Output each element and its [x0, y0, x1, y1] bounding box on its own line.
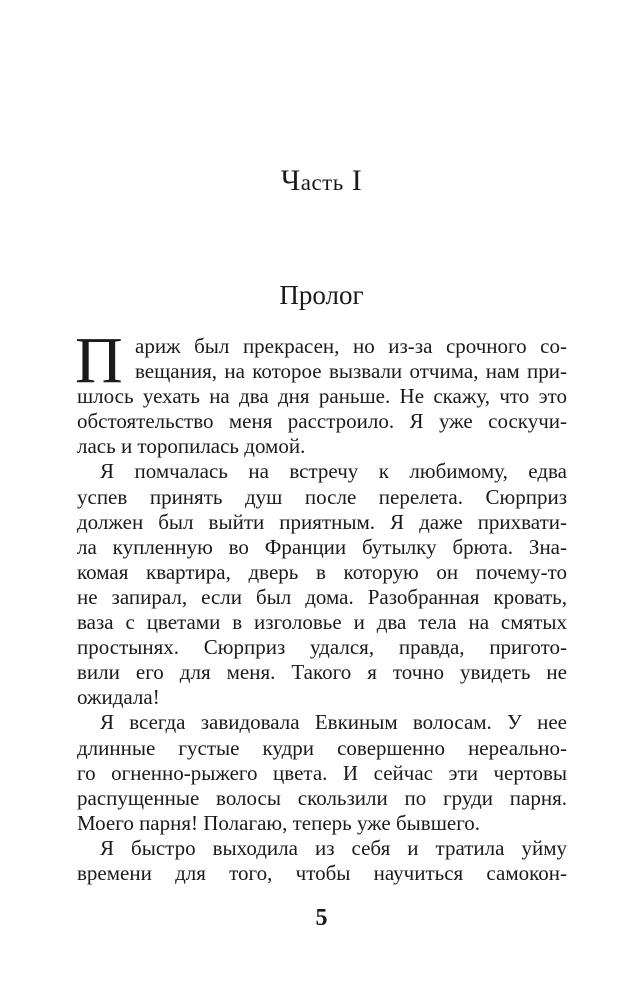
drop-cap: П	[75, 324, 123, 397]
part-heading-first-letter: Ч	[280, 164, 301, 197]
page-number: 5	[315, 905, 328, 931]
body-text	[75, 324, 567, 886]
text-line: ла купленную во Франции бутылку брюта. Зна-	[77, 534, 567, 559]
text-line: не запирал, если был дома. Разобранная кровать,	[77, 584, 567, 609]
part-heading	[0, 164, 643, 198]
text-line: Моего парня! Полагаю, теперь уже бывшего.	[77, 810, 481, 835]
text-line: простынях. Сюрприз удался, правда, пригото-	[77, 635, 567, 660]
text-line: длинные густые кудри совершенно нереально-	[77, 735, 567, 760]
text-line: Я быстро выходила из себя и тратила уйму	[100, 835, 567, 860]
text-line: шлось уехать на два дня раньше. Не скажу, что это	[77, 384, 567, 409]
text-line: ваза с цветами в изголовье и два тела на смятых	[77, 610, 567, 635]
text-line: вещания, на которое вызвали отчима, нам при-	[135, 359, 567, 384]
text-line: распущенные волосы скользили по груди парня.	[77, 785, 567, 810]
text-line: времени для того, чтобы научиться самокон-	[77, 860, 567, 885]
text-line: должен был выйти приятным. Я даже прихвати-	[77, 509, 567, 534]
text-line: ариж был прекрасен, но из-за срочного со-	[135, 334, 567, 358]
part-heading-numeral: I	[343, 164, 363, 197]
text-line: го огненно-рыжего цвета. И сейчас эти чертовы	[77, 760, 567, 785]
text-line: Я помчалась на встречу к любимому, едва	[100, 459, 567, 484]
text-line: лась и торопилась домой.	[77, 434, 306, 459]
text-line: Я всегда завидовала Евкиным волосам. У нее	[100, 710, 567, 735]
part-heading-smallcaps: асть	[300, 170, 344, 195]
text-line: обстоятельство меня расстроило. Я уже соскучи-	[77, 409, 567, 434]
text-line: вили его для меня. Такого я точно увидеть не	[77, 660, 567, 685]
text-line: комая квартира, дверь в которую он почему-то	[77, 559, 567, 584]
text-line: ожидала!	[77, 685, 160, 710]
text-line: успев принять душ после перелета. Сюрприз	[77, 484, 567, 509]
chapter-title: Пролог	[279, 280, 364, 310]
